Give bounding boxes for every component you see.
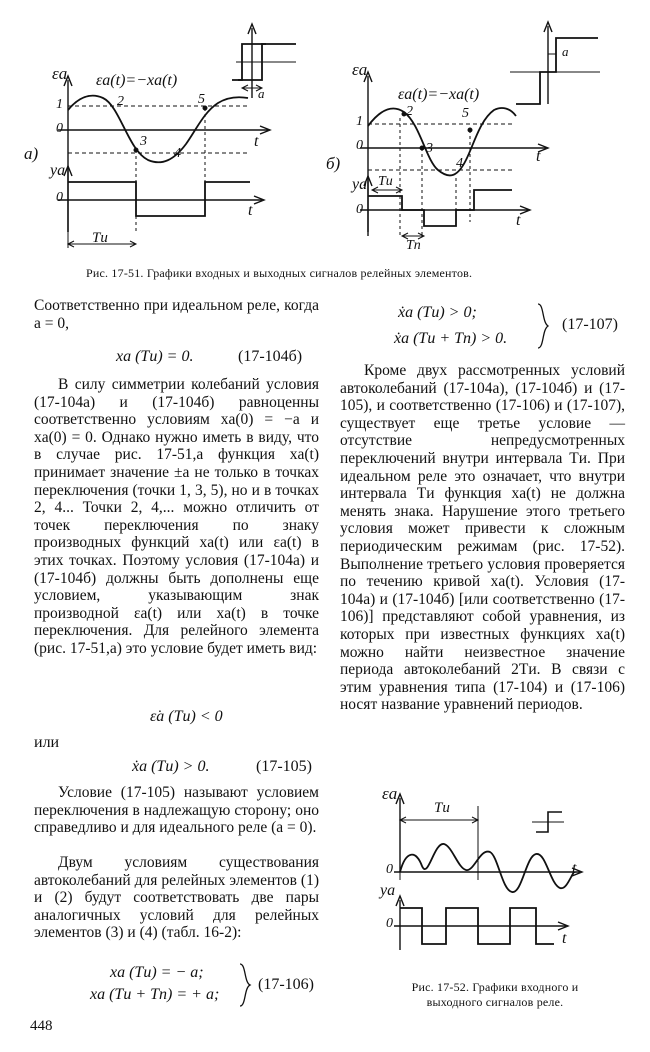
panel-b-axis-t: t: [536, 148, 541, 165]
panel-a-label-zero: 0: [56, 121, 63, 136]
panel-b-axis-epsilon: εa: [352, 60, 368, 79]
equation-17-107-line1: ẋa (Tи) > 0;: [398, 304, 477, 321]
fig-17-52-relay-icon: [532, 812, 564, 832]
panel-a-relay-a: a: [258, 86, 265, 101]
panel-b-relay-a: a: [562, 44, 569, 59]
figure-17-52-caption-line2: выходного сигналов реле.: [426, 995, 564, 1009]
equation-17-104b-body: xa (Tи) = 0.: [116, 348, 194, 365]
left-paragraph-3: Двум условиям существования автоколебаний для релейных элементов (1) и (2) будут соответствовать две пары аналогичных условий для релейных элементов (3) и (4) (табл. 16-2):: [34, 854, 319, 942]
equation-17-107-number: (17-107): [562, 316, 618, 333]
panel-a-output-square-wave: [68, 182, 250, 216]
panel-a-point-3: 3: [140, 134, 147, 149]
fig-17-52-y-zero: 0: [386, 916, 393, 931]
equation-17-106-number: (17-106): [258, 976, 314, 993]
fig-17-52-zero: 0: [386, 862, 393, 877]
page-number: 448: [30, 1018, 53, 1034]
fig-17-52-axis-t2: t: [562, 930, 567, 947]
panel-b-label-zero: 0: [356, 138, 363, 153]
panel-b-label-one: 1: [356, 114, 363, 129]
left-intro: Соответственно при идеальном реле, когда a = 0,: [34, 297, 319, 332]
panel-a-sine-curve: [68, 96, 248, 163]
panel-b-point-3: 3: [426, 141, 433, 156]
panel-b-sine-curve: [368, 108, 516, 175]
panel-b-point-2: 2: [406, 104, 413, 119]
word-or: или: [34, 734, 60, 751]
fig-17-52-period: Tи: [434, 800, 450, 816]
panel-a-point-2: 2: [117, 94, 124, 109]
equation-17-106-brace: [238, 962, 252, 1008]
panel-a-period: Tи: [92, 230, 108, 246]
figure-17-52-caption-line1: Рис. 17-52. Графики входного и: [411, 980, 579, 994]
fig-17-52-axis-epsilon: εa: [382, 784, 398, 803]
equation-17-104b-number: (17-104б): [238, 348, 303, 365]
panel-b-point-4: 4: [456, 156, 463, 171]
panel-b-formula: εa(t)=−xa(t): [398, 86, 480, 103]
fig-17-52-input-wave: [400, 844, 577, 892]
panel-b-point-5: 5: [462, 106, 469, 121]
panel-a-y-zero: 0: [56, 190, 63, 205]
equation-17-107-line2: ẋa (Tи + Tп) > 0.: [394, 330, 508, 347]
left-paragraph-1: В силу симметрии колебаний условия (17-104а) и (17-104б) равноценны соответственно условиям xa(0) = −a и xa(0) = 0. Однако нужно иметь в виду, что в случае рис. 17-51,а функция xa(t) принимает значение ±a не только в точках переключения (точки 1, 3, 5), но и в точках 2, 4... Точки 2, 4,... можно отличить от точек переключения по знаку производных функций xa(t) или εa(t) в этих точках. Поэтому условия (17-104а) и (17-104б) должны быть дополнены еще условием, указывающим знак производной εa(t) или xa(t) в точке переключения. Для релейного элемента (рис. 17-51,а) это условие будет иметь вид:: [34, 376, 319, 657]
fig-17-52-axis-t: t: [572, 860, 577, 877]
panel-b-output-three-level-wave: [368, 190, 512, 226]
inequality-epsilon: ε̇a (Tи) < 0: [150, 708, 223, 725]
equation-17-107-brace: [536, 302, 550, 350]
panel-b-period: Tи: [378, 174, 393, 189]
panel-b-axis-t2: t: [516, 212, 521, 229]
equation-17-106-line2: xa (Tи + Tп) = + a;: [90, 986, 220, 1003]
panel-b-y-zero: 0: [356, 202, 363, 217]
fig-17-52-axis-y: ya: [380, 882, 396, 899]
panel-a-letter: а): [24, 144, 39, 163]
panel-b-axis-y: ya: [352, 176, 368, 193]
panel-a-axis-epsilon: εa: [52, 64, 68, 83]
inequality-x: ẋa (Tи) > 0.: [132, 758, 210, 775]
panel-a-axis-y: ya: [50, 162, 66, 179]
panel-b-letter: б): [326, 154, 341, 173]
relay-dead-zone-icon: [510, 22, 600, 104]
panel-a-axis-t: t: [254, 133, 259, 150]
equation-17-105-number: (17-105): [256, 758, 312, 775]
panel-b-pause: Tп: [406, 238, 421, 253]
figure-17-51: [0, 0, 650, 262]
equation-17-106-line1: xa (Tи) = − a;: [110, 964, 204, 981]
panel-a-axis-t2: t: [248, 202, 253, 219]
panel-a-formula: εa(t)=−xa(t): [96, 72, 178, 89]
right-paragraph: Кроме двух рассмотренных условий автоколебаний (17-104а), (17-104б) и (17-105), и соответственно (17-106) и (17-107), существует еще третье условие — отсутствие непредусмотренных переключений внутри интервала Tи. При идеальном реле это означает, что внутри интервала Tи функция xa(t) не должна менять знака. Нарушение этого третьего условия может привести к сложным периодическим режимам (рис. 17-52). Выполнение третьего условия проверяется по течению кривой xa(t). Условия (17-104а) и (17-104б) [или соответственно (17-106)] представляют собой уравнения, из которых при известных функциях xa(t) можно найти неизвестное значение периода автоколебаний 2Tи. В связи с этим уравнения типа (17-104) и (17-106) носят название уравнений периодов.: [340, 362, 625, 714]
panel-a-point-4: 4: [174, 146, 181, 161]
left-paragraph-2: Условие (17-105) называют условием переключения в надлежащую сторону; оно справедливо и для идеального реле (a = 0).: [34, 784, 319, 837]
figure-17-51-caption: Рис. 17-51. Графики входных и выходных сигналов релейных элементов.: [86, 266, 473, 280]
panel-a-point-5: 5: [198, 92, 205, 107]
panel-a-label-one: 1: [56, 97, 63, 112]
equation-17-104b: [116, 348, 193, 366]
panel-a: [58, 24, 296, 248]
